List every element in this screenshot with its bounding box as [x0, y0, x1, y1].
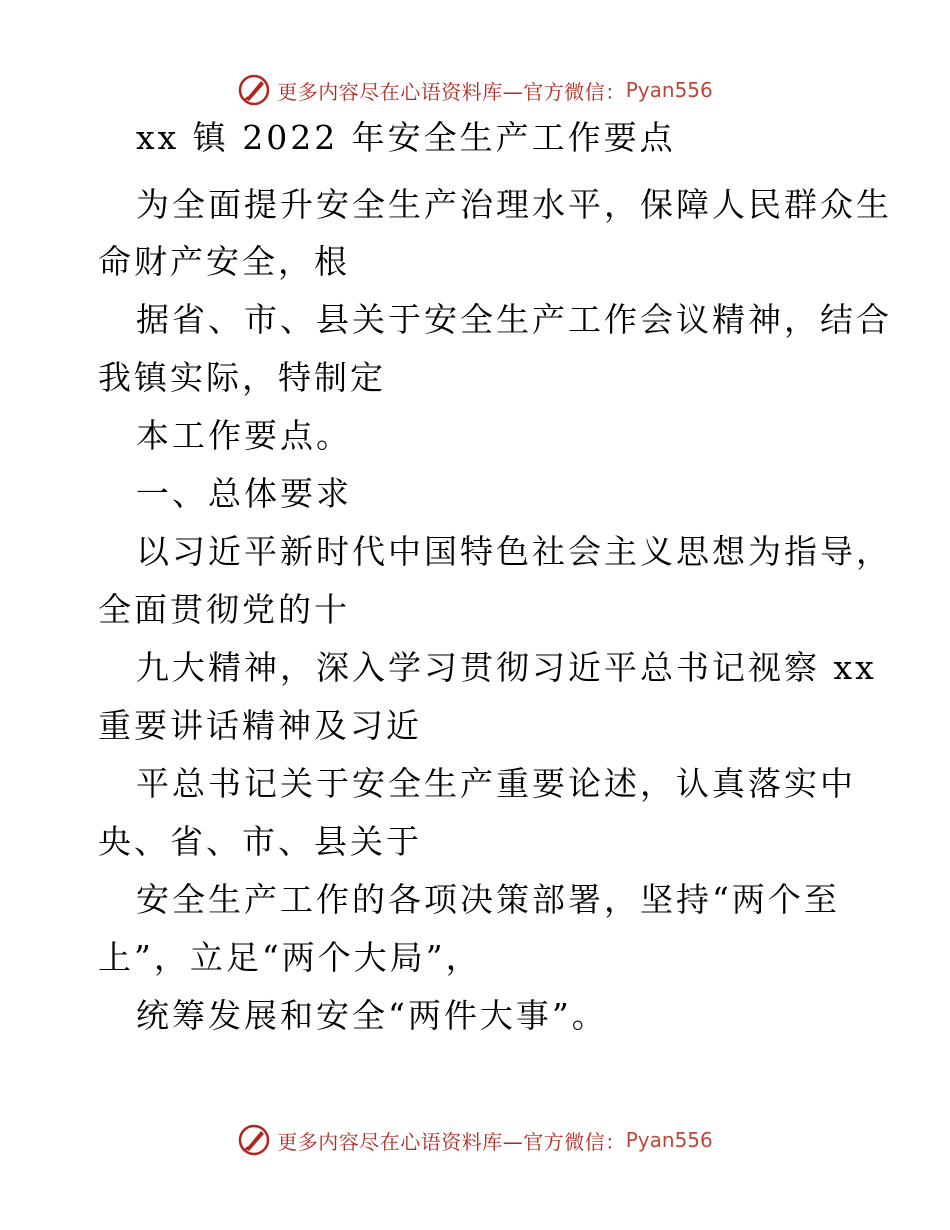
- paragraph-line: 我镇实际，特制定: [98, 358, 386, 397]
- watermark-text: 更多内容尽在心语资料库—官方微信：: [277, 1129, 626, 1154]
- paragraph-line: 全面贯彻党的十: [98, 590, 350, 629]
- header-watermark-banner: [0, 70, 950, 110]
- paragraph-line: 命财产安全，根: [98, 242, 350, 281]
- paragraph-line: 为全面提升安全生产治理水平，保障人民群众生: [136, 185, 892, 224]
- footer-watermark-banner: [0, 1120, 950, 1160]
- feather-pen-logo-icon: [237, 73, 271, 107]
- section-heading: 一、总体要求: [136, 474, 352, 513]
- paragraph-line: 重要讲话精神及习近: [98, 706, 422, 745]
- watermark-wechat-id: Pyan556: [625, 1128, 713, 1152]
- paragraph-line: 安全生产工作的各项决策部署，坚持“两个至: [136, 880, 840, 919]
- paragraph-line: 平总书记关于安全生产重要论述，认真落实中: [136, 764, 856, 803]
- paragraph-line: 本工作要点。: [136, 416, 352, 455]
- document-title: xx 镇 2022 年安全生产工作要点: [136, 118, 676, 157]
- watermark-text: 更多内容尽在心语资料库—官方微信：: [277, 79, 626, 104]
- paragraph-line: 九大精神，深入学习贯彻习近平总书记视察 xx: [136, 648, 877, 687]
- paragraph-line: 统筹发展和安全“两件大事”。: [136, 996, 608, 1035]
- paragraph-line: 以习近平新时代中国特色社会主义思想为指导，: [136, 532, 892, 571]
- watermark-wechat-id: Pyan556: [625, 78, 713, 102]
- paragraph-line: 据省、市、县关于安全生产工作会议精神，结合: [136, 300, 892, 339]
- paragraph-line: 上”，立足“两个大局”，: [98, 938, 482, 977]
- feather-pen-logo-icon: [237, 1123, 271, 1157]
- paragraph-line: 央、省、市、县关于: [98, 822, 422, 861]
